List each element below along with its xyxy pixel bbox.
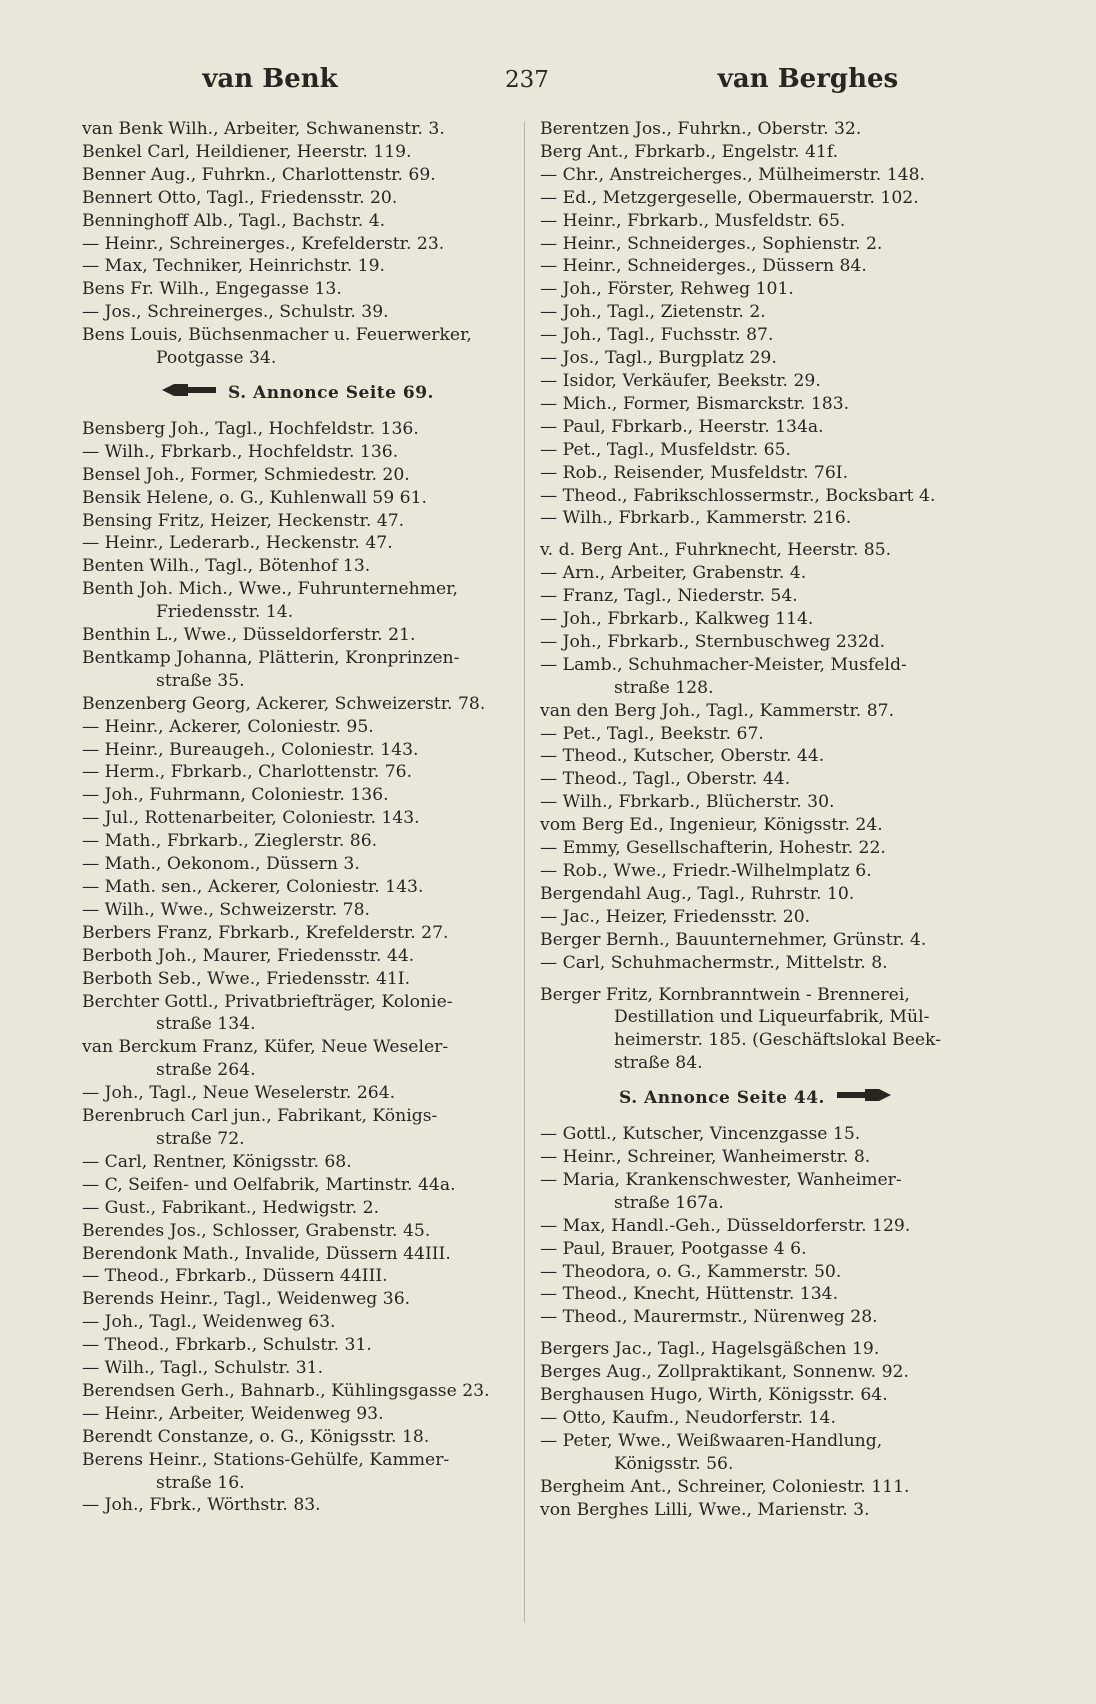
entry-text: — Franz, Tagl., Niederstr. 54.: [540, 586, 798, 607]
entry-continuation: straße 16.: [156, 1472, 245, 1493]
entry-text: — Theod., Fabrikschlossermstr., Bocksbart 4.: [540, 485, 936, 506]
header-right-keyword: van Berghes: [717, 64, 899, 94]
directory-entry: [540, 370, 972, 393]
entry-text: Bergendahl Aug., Tagl., Ruhrstr. 10.: [540, 883, 855, 904]
entry-text: — C, Seifen- und Oelfabrik, Martinstr. 44a.: [82, 1174, 456, 1195]
directory-entry: [540, 585, 972, 608]
entry-text: — Theod., Kutscher, Oberstr. 44.: [540, 746, 825, 767]
annonce-reference: [82, 381, 512, 406]
directory-entry: [540, 1123, 972, 1146]
entry-text: Bensel Joh., Former, Schmiedestr. 20.: [82, 464, 410, 485]
directory-entry: [82, 555, 512, 578]
directory-entry: [540, 507, 972, 530]
entry-text: von Berghes Lilli, Wwe., Marienstr. 3.: [540, 1499, 870, 1520]
entry-continuation: straße 84.: [614, 1053, 703, 1074]
entry-continuation: straße 35.: [156, 670, 245, 691]
directory-entry: [540, 952, 972, 975]
entry-text: — Paul, Brauer, Pootgasse 4 6.: [540, 1238, 807, 1259]
directory-entry: [82, 784, 512, 807]
directory-entry: [540, 210, 972, 233]
directory-entry: [540, 1338, 972, 1361]
directory-entry: [540, 301, 972, 324]
entry-text: — Joh., Tagl., Zietenstr. 2.: [540, 302, 766, 323]
entry-text: — Joh., Fuhrmann, Coloniestr. 136.: [82, 785, 389, 806]
entry-text: — Mich., Former, Bismarckstr. 183.: [540, 393, 850, 414]
directory-entry: [540, 984, 972, 1076]
directory-entry: [82, 532, 512, 555]
entry-text: Benkel Carl, Heildiener, Heerstr. 119.: [82, 141, 412, 162]
directory-entry: [82, 418, 512, 441]
entry-text: — Joh., Fbrk., Wörthstr. 83.: [82, 1495, 321, 1516]
entry-text: — Isidor, Verkäufer, Beekstr. 29.: [540, 370, 821, 391]
directory-entry: [82, 807, 512, 830]
header-left-keyword: van Benk: [202, 64, 338, 94]
entry-text: Bennert Otto, Tagl., Friedensstr. 20.: [82, 187, 398, 208]
directory-entry: [82, 118, 512, 141]
entry-text: — Wilh., Tagl., Schulstr. 31.: [82, 1358, 324, 1379]
entry-gap: [540, 530, 972, 539]
entry-text: Berendt Constanze, o. G., Königsstr. 18.: [82, 1426, 430, 1447]
directory-entry: [82, 739, 512, 762]
entry-text: — Carl, Rentner, Königsstr. 68.: [82, 1151, 352, 1172]
entry-text: v. d. Berg Ant., Fuhrknecht, Heerstr. 85.: [540, 540, 892, 561]
directory-entry: [82, 301, 512, 324]
entry-text: — Theodora, o. G., Kammerstr. 50.: [540, 1261, 842, 1282]
directory-entry: [82, 1288, 512, 1311]
entry-text: — Max, Techniker, Heinrichstr. 19.: [82, 256, 385, 277]
directory-entry: [540, 278, 972, 301]
entry-continuation: straße 167a.: [614, 1192, 724, 1213]
entry-text: Berendonk Math., Invalide, Düssern 44III.: [82, 1243, 451, 1264]
entry-text: — Joh., Tagl., Weidenweg 63.: [82, 1312, 336, 1333]
directory-entry: [540, 324, 972, 347]
directory-entry: [540, 700, 972, 723]
directory-entry: [540, 1169, 972, 1215]
entry-text: — Carl, Schuhmachermstr., Mittelstr. 8.: [540, 952, 888, 973]
directory-entry: [82, 1265, 512, 1288]
directory-entry: [540, 1283, 972, 1306]
entry-text: — Gottl., Kutscher, Vincenzgasse 15.: [540, 1124, 861, 1145]
directory-entry: [540, 723, 972, 746]
entry-text: Berenbruch Carl jun., Fabrikant, Königs-: [82, 1106, 438, 1127]
directory-entry: [540, 631, 972, 654]
annonce-text: S. Annonce Seite 69.: [228, 382, 434, 403]
entry-text: — Theod., Maurermstr., Nürenweg 28.: [540, 1307, 878, 1328]
entry-text: — Math., Fbrkarb., Zieglerstr. 86.: [82, 831, 378, 852]
directory-entry: [82, 945, 512, 968]
entry-text: — Heinr., Schreinerges., Krefelderstr. 23.: [82, 233, 445, 254]
entry-text: Berges Aug., Zollpraktikant, Sonnenw. 92.: [540, 1362, 909, 1383]
entry-text: — Arn., Arbeiter, Grabenstr. 4.: [540, 563, 807, 584]
directory-entry: [82, 1220, 512, 1243]
directory-entry: [540, 1476, 972, 1499]
directory-entry: [82, 141, 512, 164]
directory-entry: [82, 1334, 512, 1357]
entry-continuation: heimerstr. 185. (Geschäftslokal Beek-: [614, 1030, 941, 1051]
entry-text: Bens Fr. Wilh., Engegasse 13.: [82, 279, 342, 300]
entry-text: Berger Bernh., Bauunternehmer, Grünstr. 4.: [540, 929, 927, 950]
entry-text: — Jos., Schreinerges., Schulstr. 39.: [82, 302, 389, 323]
directory-entry: [82, 1197, 512, 1220]
annonce-reference: [540, 1086, 972, 1111]
entry-text: Berchter Gottl., Privatbriefträger, Kolonie-: [82, 991, 453, 1012]
entry-continuation: Destillation und Liqueurfabrik, Mül-: [614, 1007, 930, 1028]
entry-text: — Rob., Reisender, Musfeldstr. 76I.: [540, 462, 849, 483]
directory-entry: [540, 347, 972, 370]
entry-text: Berendsen Gerh., Bahnarb., Kühlingsgasse 23.: [82, 1380, 490, 1401]
column-divider: [524, 122, 525, 1622]
entry-text: — Jos., Tagl., Burgplatz 29.: [540, 348, 777, 369]
directory-entry: [82, 830, 512, 853]
entry-text: — Heinr., Schneiderges., Düssern 84.: [540, 256, 867, 277]
entry-text: — Joh., Tagl., Fuchsstr. 87.: [540, 325, 774, 346]
directory-entry: [82, 1426, 512, 1449]
entry-text: — Maria, Krankenschwester, Wanheimer-: [540, 1169, 902, 1190]
directory-entry: [540, 745, 972, 768]
directory-entry: [82, 187, 512, 210]
left-column: [82, 118, 512, 1517]
entry-text: Benzenberg Georg, Ackerer, Schweizerstr. 78.: [82, 693, 486, 714]
entry-text: — Joh., Förster, Rehweg 101.: [540, 279, 794, 300]
directory-entry: [82, 210, 512, 233]
entry-text: Berg Ant., Fbrkarb., Engelstr. 41f.: [540, 141, 839, 162]
entry-text: — Lamb., Schuhmacher-Meister, Musfeld-: [540, 654, 907, 675]
entry-text: Berbers Franz, Fbrkarb., Krefelderstr. 27.: [82, 922, 449, 943]
directory-entry: [540, 1306, 972, 1329]
right-column: [540, 118, 972, 1521]
directory-entry: [540, 814, 972, 837]
entry-text: Bergers Jac., Tagl., Hagelsgäßchen 19.: [540, 1339, 880, 1360]
entry-text: — Math., Oekonom., Düssern 3.: [82, 854, 360, 875]
pointing-hand-icon: [835, 1086, 893, 1104]
directory-entry: [540, 1361, 972, 1384]
directory-entry: [82, 647, 512, 693]
directory-entry: [540, 141, 972, 164]
entry-text: — Pet., Tagl., Musfeldstr. 65.: [540, 439, 792, 460]
entry-text: — Theod., Tagl., Oberstr. 44.: [540, 769, 791, 790]
directory-entry: [540, 562, 972, 585]
directory-entry: [82, 899, 512, 922]
entry-text: — Heinr., Fbrkarb., Musfeldstr. 65.: [540, 210, 846, 231]
entry-text: — Ed., Metzgergeselle, Obermauerstr. 102.: [540, 187, 919, 208]
directory-entry: [82, 1243, 512, 1266]
entry-text: — Joh., Fbrkarb., Sternbuschweg 232d.: [540, 631, 886, 652]
directory-entry: [540, 608, 972, 631]
directory-entry: [82, 1036, 512, 1082]
directory-entry: [82, 464, 512, 487]
directory-entry: [540, 1499, 972, 1522]
entry-continuation: straße 72.: [156, 1128, 245, 1149]
directory-entry: [540, 1261, 972, 1284]
entry-text: Benninghoff Alb., Tagl., Bachstr. 4.: [82, 210, 386, 231]
directory-entry: [82, 510, 512, 533]
directory-entry: [540, 462, 972, 485]
directory-entry: [82, 1494, 512, 1517]
directory-entry: [540, 416, 972, 439]
directory-entry: [540, 118, 972, 141]
entry-text: Bens Louis, Büchsenmacher u. Feuerwerker,: [82, 325, 472, 346]
entry-text: van den Berg Joh., Tagl., Kammerstr. 87.: [540, 700, 895, 721]
entry-text: — Jac., Heizer, Friedensstr. 20.: [540, 906, 811, 927]
directory-entry: [82, 853, 512, 876]
entry-continuation: Königsstr. 56.: [614, 1453, 734, 1474]
directory-entry: [540, 233, 972, 256]
entry-text: — Herm., Fbrkarb., Charlottenstr. 76.: [82, 762, 413, 783]
entry-text: Berendes Jos., Schlosser, Grabenstr. 45.: [82, 1220, 431, 1241]
directory-entry: [82, 578, 512, 624]
entry-text: Bensberg Joh., Tagl., Hochfeldstr. 136.: [82, 418, 419, 439]
directory-entry: [540, 485, 972, 508]
entry-text: Benth Joh. Mich., Wwe., Fuhrunternehmer,: [82, 579, 458, 600]
directory-entry: [82, 1403, 512, 1426]
page-number: 237: [505, 67, 549, 93]
directory-entry: [540, 539, 972, 562]
entry-text: Bensik Helene, o. G., Kuhlenwall 59 61.: [82, 487, 427, 508]
directory-entry: [540, 791, 972, 814]
directory-entry: [82, 164, 512, 187]
entry-text: Benner Aug., Fuhrkn., Charlottenstr. 69.: [82, 164, 436, 185]
entry-text: — Peter, Wwe., Weißwaaren-Handlung,: [540, 1430, 883, 1451]
entry-text: — Heinr., Schneiderges., Sophienstr. 2.: [540, 233, 883, 254]
entry-text: — Pet., Tagl., Beekstr. 67.: [540, 723, 764, 744]
entry-text: — Joh., Tagl., Neue Weselerstr. 264.: [82, 1083, 396, 1104]
entry-text: Bentkamp Johanna, Plätterin, Kronprinzen-: [82, 647, 460, 668]
directory-entry: [540, 860, 972, 883]
entry-text: — Theod., Knecht, Hüttenstr. 134.: [540, 1284, 839, 1305]
entry-text: Bergheim Ant., Schreiner, Coloniestr. 111.: [540, 1476, 910, 1497]
entry-text: — Chr., Anstreicherges., Mülheimerstr. 148.: [540, 164, 925, 185]
entry-text: Berboth Joh., Maurer, Friedensstr. 44.: [82, 945, 415, 966]
annonce-text: S. Annonce Seite 44.: [619, 1088, 825, 1109]
entry-continuation: Friedensstr. 14.: [156, 602, 294, 623]
directory-entry: [540, 1238, 972, 1261]
directory-entry: [82, 693, 512, 716]
directory-entry: [82, 1449, 512, 1495]
directory-entry: [82, 761, 512, 784]
entry-text: — Heinr., Schreiner, Wanheimerstr. 8.: [540, 1146, 871, 1167]
entry-text: Benten Wilh., Tagl., Bötenhof 13.: [82, 556, 371, 577]
directory-entry: [82, 1105, 512, 1151]
entry-text: van Benk Wilh., Arbeiter, Schwanenstr. 3.: [82, 119, 445, 139]
directory-entry: [82, 1151, 512, 1174]
directory-entry: [540, 439, 972, 462]
entry-text: — Wilh., Fbrkarb., Kammerstr. 216.: [540, 508, 852, 529]
directory-entry: [82, 441, 512, 464]
directory-entry: [82, 324, 512, 370]
entry-gap: [540, 975, 972, 984]
directory-entry: [82, 1357, 512, 1380]
entry-continuation: Pootgasse 34.: [156, 348, 277, 369]
entry-text: Bensing Fritz, Heizer, Heckenstr. 47.: [82, 510, 405, 531]
entry-text: Berens Heinr., Stations-Gehülfe, Kammer-: [82, 1449, 450, 1470]
directory-entry: [540, 1430, 972, 1476]
entry-text: — Heinr., Bureaugeh., Coloniestr. 143.: [82, 739, 419, 760]
entry-text: — Theod., Fbrkarb., Düssern 44III.: [82, 1266, 388, 1287]
entry-text: — Jul., Rottenarbeiter, Coloniestr. 143.: [82, 808, 420, 829]
entry-continuation: straße 134.: [156, 1014, 256, 1035]
directory-entry: [540, 929, 972, 952]
directory-entry: [540, 654, 972, 700]
entry-text: — Max, Handl.-Geh., Düsseldorferstr. 129.: [540, 1215, 911, 1236]
directory-entry: [82, 1311, 512, 1334]
entry-continuation: straße 128.: [614, 677, 714, 698]
directory-entry: [82, 922, 512, 945]
directory-entry: [540, 1215, 972, 1238]
directory-entry: [540, 883, 972, 906]
entry-text: Berboth Seb., Wwe., Friedensstr. 41I.: [82, 968, 411, 989]
entry-text: Benthin L., Wwe., Düsseldorferstr. 21.: [82, 625, 416, 646]
directory-entry: [82, 1082, 512, 1105]
directory-entry: [82, 968, 512, 991]
entry-text: — Otto, Kaufm., Neudorferstr. 14.: [540, 1407, 836, 1428]
entry-text: Berger Fritz, Kornbranntwein - Brennerei,: [540, 984, 910, 1005]
directory-entry: [82, 716, 512, 739]
entry-text: Berentzen Jos., Fuhrkn., Oberstr. 32.: [540, 119, 862, 139]
directory-entry: [540, 1384, 972, 1407]
page-header: [0, 64, 1096, 104]
directory-entry: [540, 187, 972, 210]
entry-text: — Math. sen., Ackerer, Coloniestr. 143.: [82, 877, 424, 897]
directory-entry: [82, 255, 512, 278]
entry-text: — Theod., Fbrkarb., Schulstr. 31.: [82, 1335, 372, 1356]
entry-text: — Heinr., Arbeiter, Weidenweg 93.: [82, 1403, 384, 1424]
directory-entry: [82, 624, 512, 647]
directory-entry: [540, 837, 972, 860]
entry-gap: [540, 1329, 972, 1338]
entry-text: Berends Heinr., Tagl., Weidenweg 36.: [82, 1289, 411, 1310]
entry-text: — Heinr., Lederarb., Heckenstr. 47.: [82, 533, 393, 554]
directory-entry: [82, 991, 512, 1037]
pointing-hand-icon: [160, 381, 218, 399]
entry-text: — Wilh., Fbrkarb., Hochfeldstr. 136.: [82, 441, 399, 462]
entry-text: — Wilh., Fbrkarb., Blücherstr. 30.: [540, 792, 835, 813]
entry-text: — Emmy, Gesellschafterin, Hohestr. 22.: [540, 838, 886, 859]
entry-text: — Rob., Wwe., Friedr.-Wilhelmplatz 6.: [540, 861, 872, 881]
directory-entry: [82, 1380, 512, 1403]
entry-continuation: straße 264.: [156, 1060, 256, 1081]
entry-text: — Heinr., Ackerer, Coloniestr. 95.: [82, 716, 374, 737]
entry-text: Berghausen Hugo, Wirth, Königsstr. 64.: [540, 1385, 888, 1406]
directory-entry: [540, 255, 972, 278]
entry-text: vom Berg Ed., Ingenieur, Königsstr. 24.: [540, 815, 883, 836]
entry-text: — Joh., Fbrkarb., Kalkweg 114.: [540, 609, 814, 630]
entry-text: — Paul, Fbrkarb., Heerstr. 134a.: [540, 416, 824, 437]
directory-entry: [82, 278, 512, 301]
directory-entry: [540, 1407, 972, 1430]
directory-entry: [540, 393, 972, 416]
directory-entry: [540, 906, 972, 929]
directory-entry: [82, 487, 512, 510]
entry-text: — Gust., Fabrikant., Hedwigstr. 2.: [82, 1197, 380, 1218]
entry-text: — Wilh., Wwe., Schweizerstr. 78.: [82, 899, 371, 920]
directory-entry: [540, 768, 972, 791]
directory-entry: [82, 876, 512, 899]
directory-entry: [540, 1146, 972, 1169]
directory-entry: [540, 164, 972, 187]
entry-text: van Berckum Franz, Küfer, Neue Weseler-: [82, 1037, 449, 1058]
directory-entry: [82, 233, 512, 256]
directory-entry: [82, 1174, 512, 1197]
